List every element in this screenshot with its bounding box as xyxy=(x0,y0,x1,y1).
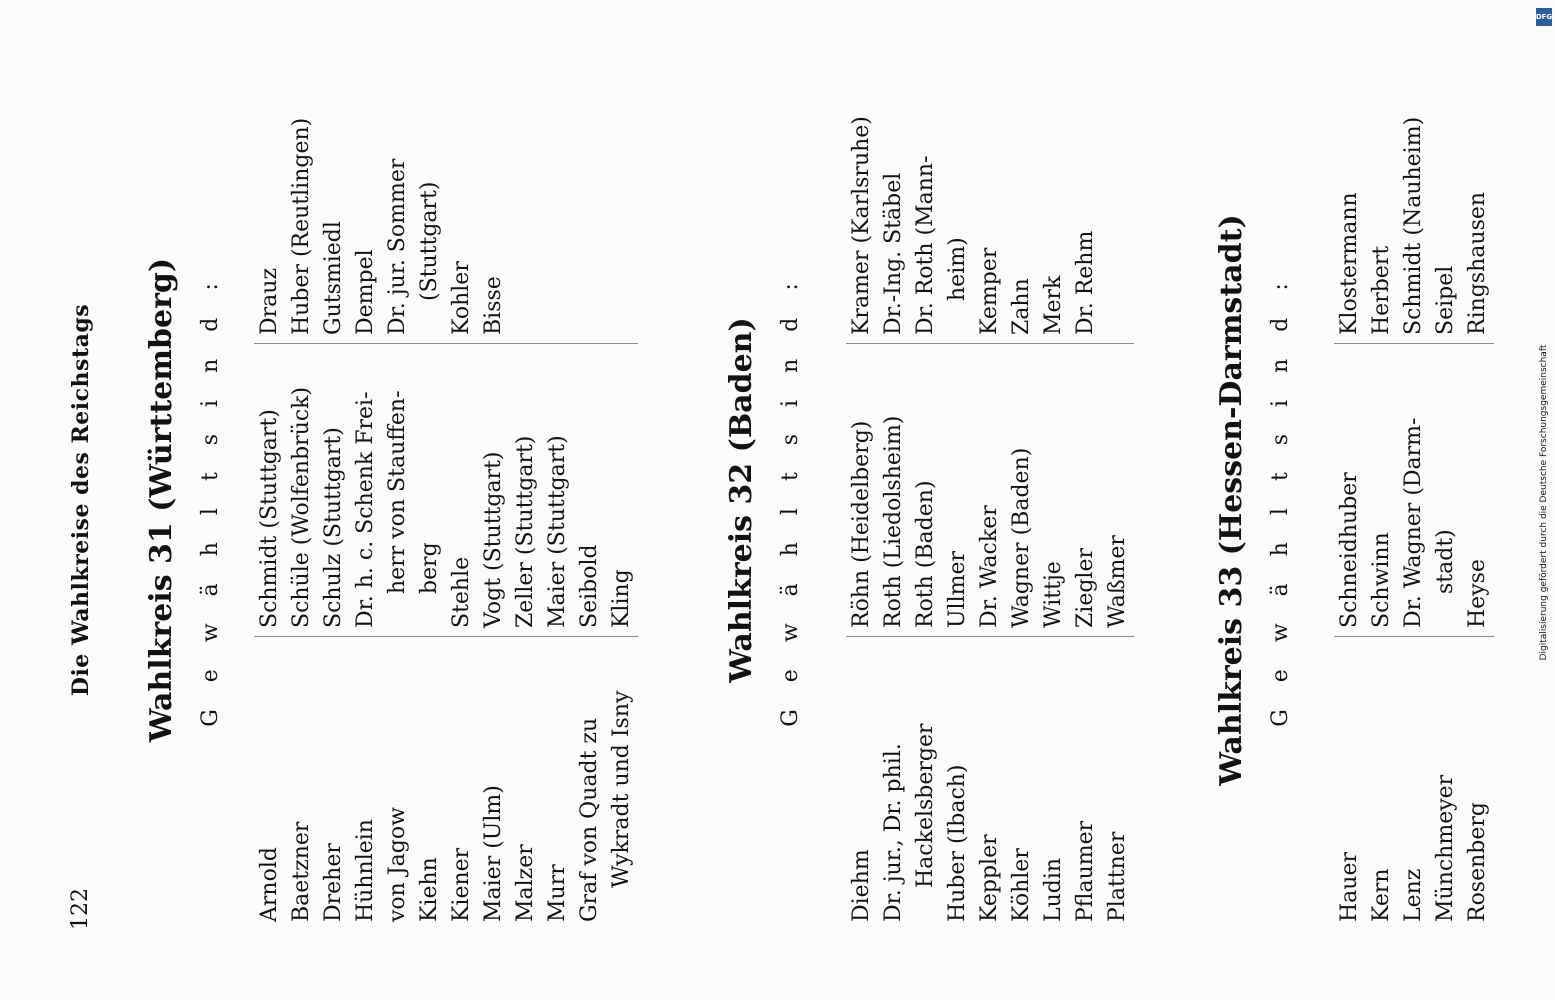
member-name: Klostermann xyxy=(1337,192,1362,335)
member-name: Kling xyxy=(609,569,634,628)
member-name: Malzer xyxy=(513,844,538,922)
member-name: Huber (Ibach) xyxy=(945,764,970,922)
name-column xyxy=(846,637,1134,930)
gewaehlt-label: G e w ä h l t s i n d : xyxy=(778,273,803,727)
section-wahlkreis-31 xyxy=(140,0,228,1000)
member-name: Dr. Wacker xyxy=(977,505,1002,628)
gewaehlt-label: G e w ä h l t s i n d : xyxy=(1268,273,1293,727)
member-name: Bisse xyxy=(481,276,506,335)
member-name: Waßmer xyxy=(1105,535,1130,628)
member-name: Dreher xyxy=(321,843,346,922)
name-column xyxy=(1334,51,1494,344)
dfg-logo: DFG xyxy=(1536,8,1552,26)
member-name: Hackelsberger xyxy=(913,723,938,888)
member-name: Gutsmiedl xyxy=(321,221,346,335)
section-wahlkreis-32 xyxy=(720,0,808,1000)
member-name: Dr. jur., Dr. phil. xyxy=(881,743,906,922)
member-name: Dr. h. c. Schenk Frei- xyxy=(353,391,378,628)
digitization-footer xyxy=(1538,30,1552,975)
name-column xyxy=(254,344,638,637)
gewaehlt-label: G e w ä h l t s i n d : xyxy=(198,273,223,727)
member-name: Kiehn xyxy=(417,857,442,922)
member-name: Zeller (Stuttgart) xyxy=(513,435,538,628)
member-name: Wittje xyxy=(1041,561,1066,628)
member-name: Schulz (Stuttgart) xyxy=(321,427,346,628)
name-column xyxy=(254,637,638,930)
running-head: Die Wahlkreise des Reichstags xyxy=(68,303,94,697)
section-wahlkreis-33 xyxy=(1210,0,1298,1000)
section-title: Wahlkreis 32 (Baden) xyxy=(724,317,759,683)
member-name: stadt) xyxy=(1433,529,1458,594)
member-name: Dr.-Ing. Stäbel xyxy=(881,172,906,335)
member-name: Heyse xyxy=(1465,559,1490,628)
member-name: Zahn xyxy=(1009,278,1034,335)
member-name: Ringshausen xyxy=(1465,191,1490,335)
member-name: Dr. jur. Sommer xyxy=(385,158,410,335)
member-name: Köhler xyxy=(1009,848,1034,922)
name-column xyxy=(254,51,638,344)
member-name: Lenz xyxy=(1401,868,1426,922)
member-name: Dr. Rehm xyxy=(1073,230,1098,335)
member-name: Schmidt (Stuttgart) xyxy=(257,409,282,628)
member-name: Diehm xyxy=(849,849,874,922)
member-name: Ziegler xyxy=(1073,548,1098,628)
member-name: Vogt (Stuttgart) xyxy=(481,451,506,628)
member-name: Stehle xyxy=(449,556,474,628)
member-name: Murr xyxy=(545,864,570,922)
member-name: Ullmer xyxy=(945,550,970,628)
member-name: Arnold xyxy=(257,847,282,922)
member-name: Schmidt (Nauheim) xyxy=(1401,116,1426,335)
member-name: Baetzner xyxy=(289,821,314,922)
page-number: 122 xyxy=(68,888,93,930)
footer-text: Digitalisierung gefördert durch die Deutsche Forschungsgemeinschaft xyxy=(1539,344,1549,661)
member-name: (Stuttgart) xyxy=(417,181,442,301)
member-name: Plattner xyxy=(1105,831,1130,922)
member-name: Röhn (Heidelberg) xyxy=(849,420,874,628)
section-title: Wahlkreis 33 (Hessen-Darmstadt) xyxy=(1214,214,1249,786)
member-name: Keppler xyxy=(977,834,1002,922)
member-name: Seipel xyxy=(1433,265,1458,335)
member-name: Huber (Reutlingen) xyxy=(289,117,314,335)
member-columns xyxy=(846,50,1134,930)
member-name: von Jagow xyxy=(385,807,410,922)
member-name: Münchmeyer xyxy=(1433,774,1458,922)
member-name: Wagner (Baden) xyxy=(1009,447,1034,628)
member-columns xyxy=(254,50,638,930)
member-name: Rosenberg xyxy=(1465,802,1490,922)
section-title: Wahlkreis 31 (Württemberg) xyxy=(144,257,179,743)
member-name: Dr. Wagner (Darm- xyxy=(1401,417,1426,628)
member-name: Schneidhuber xyxy=(1337,472,1362,628)
member-name: Wykradt und Isny xyxy=(609,690,634,888)
member-name: herr von Stauffen- xyxy=(385,390,410,594)
member-name: Kiener xyxy=(449,847,474,922)
member-name: Maier (Ulm) xyxy=(481,785,506,922)
name-column xyxy=(846,344,1134,637)
member-name: Schwinn xyxy=(1369,532,1394,628)
member-name: heim) xyxy=(945,237,970,301)
member-name: Kern xyxy=(1369,868,1394,922)
member-name: Kramer (Karlsruhe) xyxy=(849,116,874,335)
name-column xyxy=(846,51,1134,344)
member-name: Drauz xyxy=(257,267,282,335)
member-name: Maier (Stuttgart) xyxy=(545,435,570,628)
member-name: Seibold xyxy=(577,544,602,628)
member-name: Graf von Quadt zu xyxy=(577,717,602,922)
member-name: berg xyxy=(417,542,442,594)
name-column xyxy=(1334,637,1494,930)
member-name: Dr. Roth (Mann- xyxy=(913,155,938,335)
member-name: Hühnlein xyxy=(353,819,378,922)
member-name: Ludin xyxy=(1041,857,1066,922)
member-name: Schüle (Wolfenbrück) xyxy=(289,386,314,628)
member-name: Dempel xyxy=(353,249,378,335)
member-name: Merk xyxy=(1041,275,1066,335)
member-columns xyxy=(1334,50,1494,930)
member-name: Kohler xyxy=(449,261,474,335)
member-name: Kemper xyxy=(977,247,1002,335)
member-name: Herbert xyxy=(1369,245,1394,335)
member-name: Pflaumer xyxy=(1073,820,1098,922)
member-name: Roth (Baden) xyxy=(913,480,938,628)
member-name: Roth (Liedolsheim) xyxy=(881,415,906,628)
name-column xyxy=(1334,344,1494,637)
member-name: Hauer xyxy=(1337,851,1362,922)
